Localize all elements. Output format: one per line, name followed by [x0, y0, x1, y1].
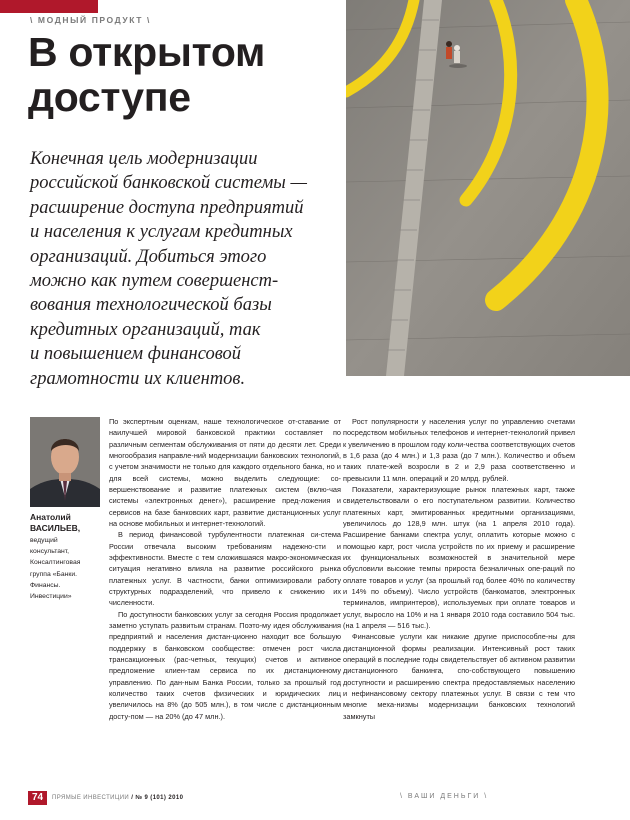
footer-section: \ ВАШИ ДЕНЬГИ \	[400, 793, 489, 800]
article-lead	[30, 147, 330, 391]
body-paragraph: Показатели, характеризующие рынок платежных карт, также свидетельствовали о его поступательном развитии. Количество платежных карт, эмитированных кредитными организациями, увеличилось до 128,9 млн. штук (на 1 апреля 2010 года). Расширение банками спектра услуг, оплатить которые можно с помощью карт, рост числа устройств по их приему и расширение их функциональных возможностей в значительной мере обусловили высокие темпы прироста безналичных опе-раций по оплате товаров и услуг (за прошлый год более 40% по количеству и 14% по объему). Число устройств (банкоматов, электронных терминалов, импринтеров), используемых при оплате товаров и услуг, выросло на 10% и на 1 января 2010 года составило 504 тыс. (на 1 апреля — 516 тыс.).	[343, 484, 575, 630]
article-column-1	[109, 416, 341, 722]
magazine-title: ПРЯМЫЕ ИНВЕСТИЦИИ	[52, 795, 130, 801]
author-role-line: Консалтинговая	[30, 559, 81, 567]
article-photo	[346, 0, 630, 376]
author-role-line: Финансы.	[30, 581, 61, 589]
body-paragraph: По экспертным оценкам, наше технологическое от-ставание от наилучшей мировой банковской практики составляет по различным сегментам обслуживания от пяти до десяти лет. Среди многообразия направле-ний модернизации банковских технологий, с учетом значимости не только для каждого отдельного банка, но и для всей системы, можно выделить следующие: со-вершенствование и развитие платежных систем (вклю-чая системы «электронных денег»), расширение пред-ложения и сервисов на базе банковских карт, развитие дистанционных услуг на основе мобильных и интернет-технологий.	[109, 417, 341, 528]
lead-line: расширение доступа предприятий	[30, 197, 304, 218]
author-first-name: Анатолий	[30, 512, 71, 522]
author-role-line: группа «Банки.	[30, 570, 78, 578]
lead-line: грамотности их клиентов.	[30, 368, 246, 389]
portrait-illustration	[30, 417, 100, 507]
pavement-illustration	[346, 0, 630, 376]
author-role-line: ведущий	[30, 537, 58, 544]
lead-line: Конечная цель модернизации	[30, 149, 258, 169]
author-last-name: ВАСИЛЬЕВ,	[30, 523, 81, 533]
body-paragraph: По доступности банковских услуг за сегодня Россия продолжает заметно уступать развитым странам. Поэто-му идея обслуживания предприятий и населения дистан-ционно находит все большую поддержку в банковском сообществе: отмечен рост числа трансакционных (рас-четных, текущих) счетов и активное предложение клиен-там сервиса по их дистанционному управлению. По дан-ным Банка России, только за прошлый год количество таких счетов физических и юридических лиц увеличилось на 8% (до 505 млн.), в том числе с дистанционным досту-пом — на 20% (до 47 млн.).	[109, 609, 341, 721]
article-headline	[28, 30, 265, 120]
lead-line: кредитных организаций, так	[30, 319, 261, 340]
section-color-tab	[0, 0, 98, 13]
author-name	[30, 512, 80, 534]
article-column-2	[343, 416, 575, 722]
lead-line: и населения к услугам кредитных	[30, 222, 293, 243]
page-number: 74	[28, 791, 47, 805]
body-paragraph: Рост популярности у населения услуг по управлению счетами посредством мобильных телефонов и интернет-технологий привел к увеличению в прошлом году коли-чества соответствующих счетов в 1,6 раза (до 4 млн.) и 1,3 раза (до 7 млн.). Количество и объем таких плате-жей возросли в 2 и 2,9 раза соответственно и превысили 11 млн. операций и 20 млрд. рублей.	[343, 417, 575, 483]
body-paragraph: Финансовые услуги как никакие другие приспособле-ны для дистанционной формы реализации. Интенсивный рост таких операций в последние годы свидетельствует об активном развитии дистанционного банкинга, спо-собствующего повышению доступности и расширению спектра предоставляемых населению и нефинансовому сектору платежных услуг. В связи с тем что многие меха-низмы модернизации банковских технологий замкнуты	[343, 632, 575, 721]
author-role-line: консультант,	[30, 548, 70, 556]
body-paragraph: В период финансовой турбулентности платежная си-стема России отвечала высоким требованиям надежно-сти и эффективности. Вместе с тем сложившаяся макро-экономическая ситуация негативно влияла на развитие российского рынка платежных услуг. В частности, банки оптимизировали работу структурных подразделений, что привело к снижению их численности.	[109, 530, 341, 608]
issue-number: / № 9 (101) 2010	[131, 795, 184, 801]
author-role-line: Инвестиции»	[30, 593, 72, 601]
headline-line-2: доступе	[28, 74, 191, 120]
lead-line: вования технологической базы	[30, 295, 272, 316]
lead-line: российской банковской системы —	[30, 173, 307, 194]
author-portrait	[30, 417, 100, 507]
lead-line: можно как путем совершенст-	[30, 271, 279, 292]
footer-magazine	[52, 793, 183, 803]
lead-line: организаций. Добиться этого	[30, 246, 267, 267]
author-role	[30, 535, 80, 602]
section-tag: \ МОДНЫЙ ПРОДУКТ \	[30, 15, 152, 25]
lead-line: и повышением финансовой	[30, 344, 241, 365]
headline-line-1: В открытом	[28, 29, 266, 75]
